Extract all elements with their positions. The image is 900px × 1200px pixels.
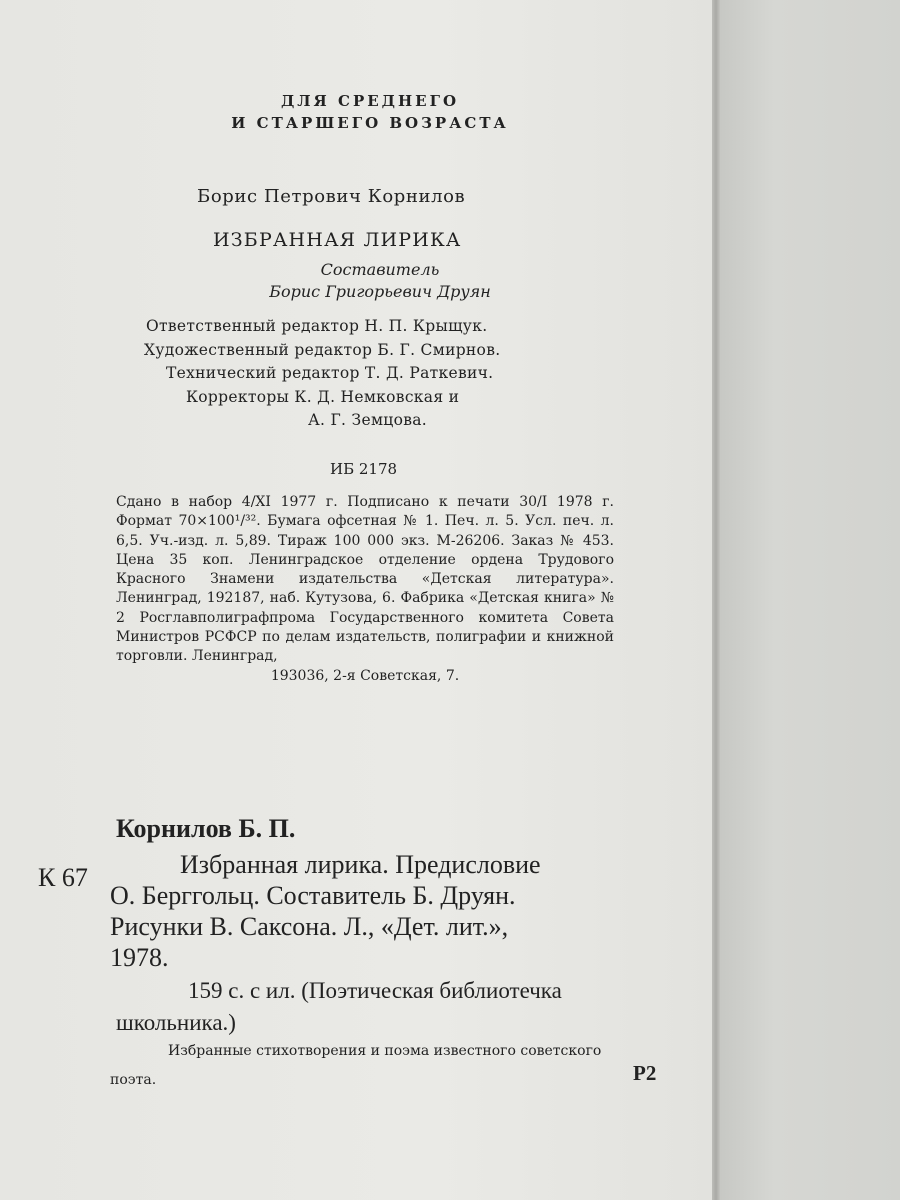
ib-number: ИБ 2178 bbox=[330, 460, 398, 478]
credit-proofreaders: Корректоры К. Д. Немковская и bbox=[186, 387, 460, 406]
catalog-line-2: О. Берггольц. Составитель Б. Друян. bbox=[110, 881, 516, 910]
catalog-annotation bbox=[110, 1037, 601, 1095]
classification-code: Р2 bbox=[633, 1061, 657, 1085]
credit-tech-editor: Технический редактор Т. Д. Раткевич. bbox=[166, 364, 494, 382]
compiler-name: Борис Григорьевич Друян bbox=[269, 282, 491, 301]
credit-art-editor: Художественный редактор Б. Г. Смирнов. bbox=[144, 340, 501, 359]
credit-responsible-editor: Ответственный редактор Н. П. Крыщук. bbox=[146, 317, 488, 335]
catalog-line-3: Рисунки В. Саксона. Л., «Дет. лит.», bbox=[110, 912, 509, 941]
age-header-line1: ДЛЯ СРЕДНЕГО bbox=[280, 92, 460, 110]
age-header bbox=[190, 90, 550, 134]
compiler bbox=[230, 259, 530, 303]
catalog-description bbox=[110, 849, 541, 973]
facing-page bbox=[720, 0, 900, 1200]
imprint-last-line: 193036, 2-я Советская, 7. bbox=[270, 667, 460, 684]
imprint-text bbox=[116, 493, 614, 686]
credits bbox=[146, 315, 500, 433]
catalog-code: К 67 bbox=[38, 863, 88, 892]
compiler-label: Составитель bbox=[320, 260, 440, 279]
catalog-line-1: Избранная лирика. Предисловие bbox=[180, 850, 541, 879]
catalog-pages-line-2: школьника.) bbox=[116, 1010, 236, 1035]
imprint-body: Сдано в набор 4/XI 1977 г. Подписано к печати 30/I 1978 г. Формат 70×100¹/³². Бумага офсетная № 1. Печ. л. 5. Усл. печ. л. 6,5. Уч.-изд. л. 5,89. Тираж 100 000 экз. М-26206. Заказ № 453. Цена 35 коп. Ленинградское отделение ордена Трудового Красного Знамени издательства «Детская литература». Ленинград, 192187, наб. Кутузова, 6. Фабрика «Детская книга» № 2 Росглавполиграфпрома Государственного комитета Совета Министров РСФСР по делам издательств, полиграфии и книжной торговли. Ленинград, bbox=[116, 494, 614, 665]
catalog-annotation-line-1: Избранные стихотворения и поэма известного советского bbox=[168, 1043, 602, 1059]
age-header-line2: И СТАРШЕГО ВОЗРАСТА bbox=[231, 114, 509, 132]
catalog-pages-line-1: 159 с. с ил. (Поэтическая библиотечка bbox=[188, 978, 562, 1003]
catalog-annotation-line-2: поэта. bbox=[110, 1072, 157, 1088]
page-edge bbox=[712, 0, 720, 1200]
book-title: ИЗБРАННАЯ ЛИРИКА bbox=[213, 229, 462, 251]
catalog-pages bbox=[116, 975, 562, 1039]
credit-proofreader-2: А. Г. Земцова. bbox=[308, 411, 427, 429]
catalog-line-4: 1978. bbox=[110, 943, 169, 972]
catalog-heading: Корнилов Б. П. bbox=[116, 814, 296, 843]
author-name: Борис Петрович Корнилов bbox=[197, 186, 466, 207]
